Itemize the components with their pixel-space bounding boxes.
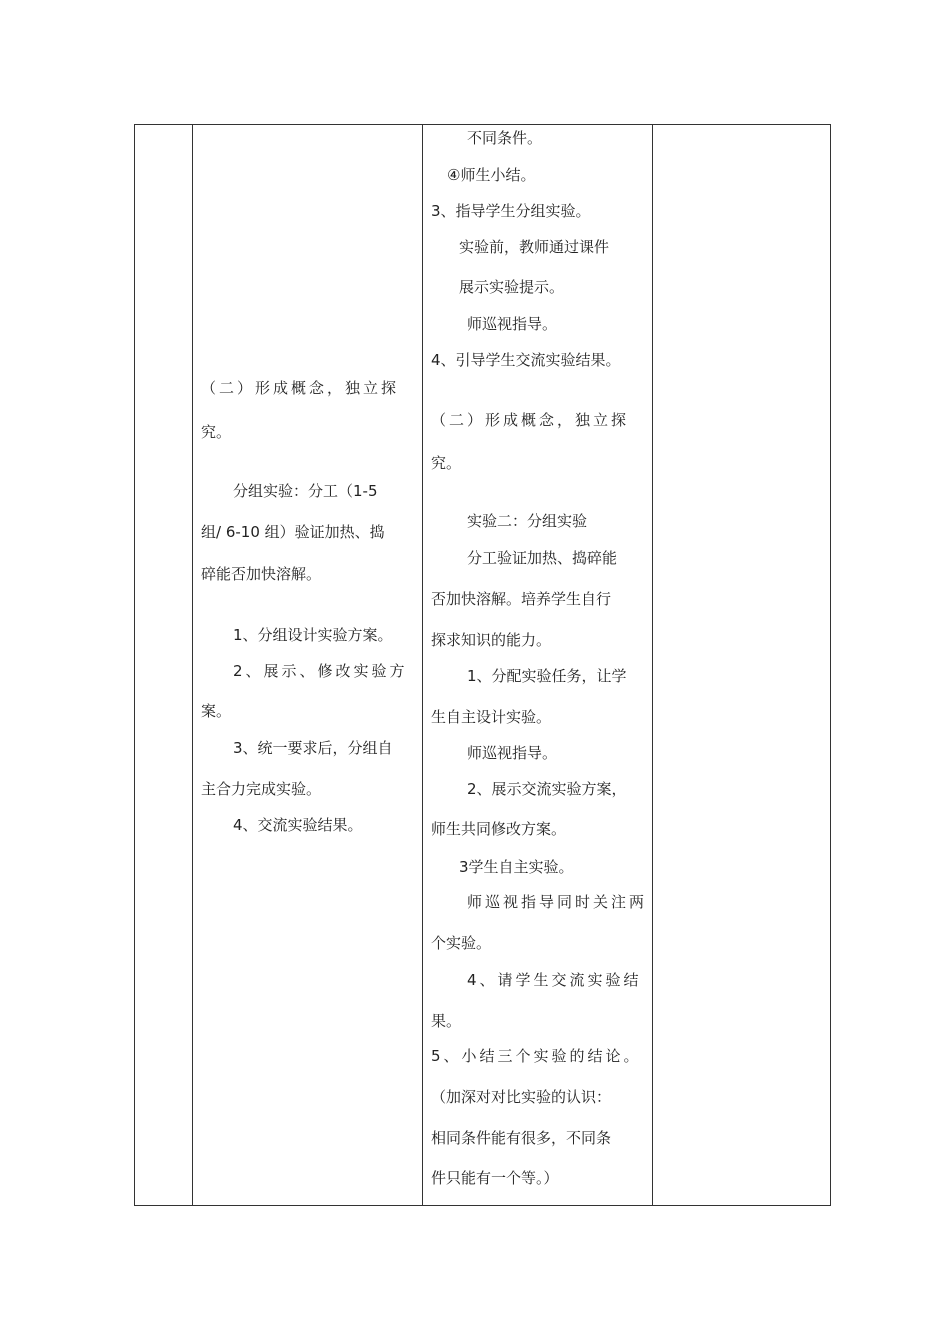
text-line: 师巡视指导同时关注两	[467, 893, 648, 911]
table-cell-col3	[423, 125, 652, 1205]
table-cell-col4	[653, 125, 831, 1205]
text-line: 碎能否加快溶解。	[201, 565, 322, 583]
text-line: 实验二：分组实验	[467, 512, 588, 530]
text-line: 主合力完成实验。	[201, 780, 322, 798]
table-cell-col2	[193, 125, 422, 1205]
text-line: 否加快溶解。培养学生自行	[431, 590, 612, 608]
text-line: 4、请学生交流实验结	[467, 971, 642, 989]
text-line: 4、交流实验结果。	[233, 816, 363, 834]
text-line: 3学生自主实验。	[459, 858, 574, 876]
text-line: 究。	[201, 423, 232, 441]
text-line: 2、展示交流实验方案，	[467, 780, 627, 798]
text-line: 2、展示、修改实验方	[233, 662, 408, 680]
text-line: 究。	[431, 454, 462, 472]
text-line: 生自主设计实验。	[431, 708, 552, 726]
text-line: 不同条件。	[467, 129, 543, 147]
text-line: 分组实验：分工（1-5	[233, 482, 378, 500]
text-line: 5、小结三个实验的结论。	[431, 1047, 642, 1065]
text-line: 果。	[431, 1012, 462, 1030]
text-line: 组/ 6-10 组）验证加热、捣	[201, 523, 385, 541]
text-line: （二）形成概念，独立探	[201, 379, 400, 397]
lesson-plan-table	[134, 124, 831, 1206]
text-line: 展示实验提示。	[459, 278, 565, 296]
text-line: ④师生小结。	[447, 166, 536, 184]
text-line: 分工验证加热、捣碎能	[467, 549, 618, 567]
text-line: 件只能有一个等。）	[431, 1169, 559, 1187]
text-line: 个实验。	[431, 934, 492, 952]
text-line: 师巡视指导。	[467, 744, 558, 762]
table-cell-col1	[135, 125, 192, 1205]
text-line: 师巡视指导。	[467, 315, 558, 333]
text-line: 案。	[201, 702, 232, 720]
text-line: （加深对对比实验的认识：	[431, 1088, 612, 1106]
text-line: 3、指导学生分组实验。	[431, 202, 591, 220]
text-line: （二）形成概念，独立探	[431, 411, 630, 429]
text-line: 3、统一要求后，分组自	[233, 739, 393, 757]
text-line: 1、分配实验任务，让学	[467, 667, 627, 685]
text-line: 4、引导学生交流实验结果。	[431, 351, 621, 369]
text-line: 师生共同修改方案。	[431, 820, 567, 838]
text-line: 相同条件能有很多，不同条	[431, 1129, 612, 1147]
text-line: 实验前，教师通过课件	[459, 238, 610, 256]
text-line: 1、分组设计实验方案。	[233, 626, 393, 644]
text-line: 探求知识的能力。	[431, 631, 552, 649]
